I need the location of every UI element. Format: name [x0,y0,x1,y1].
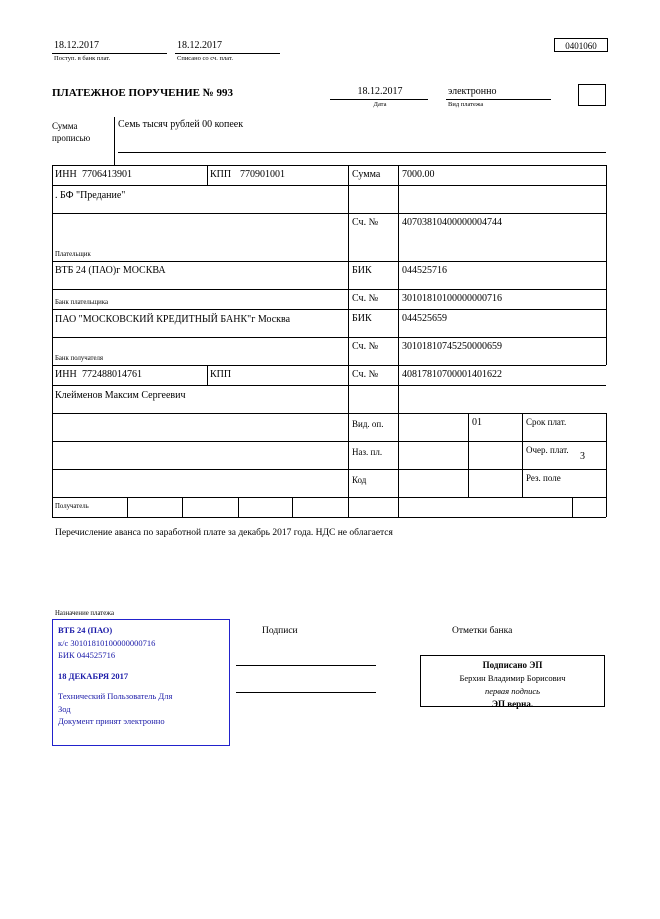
payer-bank-bik-value: 044525716 [402,265,447,276]
ep-title: Подписано ЭП [482,660,543,670]
grid-line [292,497,293,517]
bank-marks-label: Отметки банка [452,626,513,636]
grid-line [606,165,607,365]
grid-line [182,497,183,517]
payer-name: . БФ "Предание" [55,190,126,201]
document-date-value: 18.12.2017 [330,86,428,100]
grid-line [52,497,606,498]
grid-line [606,497,607,517]
payment-type-field [446,86,551,108]
stamp-accepted-note: Документ принят электронно [58,716,165,726]
payee-name: Клейменов Максим Сергеевич [55,390,186,401]
ocher-plat-label: Очер. плат. [526,445,569,455]
ep-valid-note: ЭП верна. [491,699,534,709]
payer-bank-account-label: Сч. № [352,293,379,304]
payer-account-label: Сч. № [352,217,379,228]
payee-bank-account-value: 30101810745250000659 [402,341,502,352]
grid-line [522,413,523,497]
grid-line [207,165,208,185]
grid-line [52,261,606,262]
stamp-spacer-2 [58,682,224,690]
payer-kpp-value: 770901001 [240,169,285,180]
document-date-field [330,86,428,108]
vid-op-label: Вид. оп. [352,419,384,429]
grid-line [52,165,53,517]
payee-kpp-label: КПП [210,369,232,380]
grid-line [52,385,606,386]
payment-purpose-caption: Назначение платежа [55,610,114,617]
signatures-label: Подписи [262,626,298,636]
stamp-corr-account: к/с 30101810100000000716 [58,637,156,648]
signature-line-2 [236,692,376,693]
grid-line [52,309,606,310]
stamp-date: 18 ДЕКАБРЯ 2017 [58,670,129,681]
rez-pole-label: Рез. поле [526,473,561,483]
grid-line [398,165,399,517]
stamp-operator-line2: Зод [58,703,71,714]
received-by-bank-date-caption: Поступ. в банк плат. [54,55,111,62]
stamp-spacer-1 [58,662,224,670]
sum-in-words-label-line1: Сумма [52,121,78,131]
ep-signature-order: первая подпись [484,686,541,696]
grid-line [348,165,349,517]
ep-signer-name: Берхин Владимир Борисович [459,673,566,683]
payer-kpp-label: КПП [210,169,232,180]
payee-account-label: Сч. № [352,369,379,380]
payer-bank-name: ВТБ 24 (ПАО)г МОСКВА [55,265,166,276]
payee-bank-caption: Банк получателя [55,355,104,362]
grid-line [207,365,208,385]
payee-inn-label: ИНН [55,369,77,380]
stamp-bik: БИК 044525716 [58,650,116,660]
grid-line [52,213,606,214]
payee-bank-bik-label: БИК [352,313,372,324]
payer-bank-bik-label: БИК [352,265,372,276]
grid-line [52,165,606,166]
grid-line [606,413,607,497]
grid-line [468,413,469,497]
sum-in-words-underline [118,152,606,153]
sum-in-words-divider [114,117,115,165]
grid-line [52,289,606,290]
sum-in-words-label [52,120,90,144]
grid-line [52,337,606,338]
payee-bank-name: ПАО "МОСКОВСКИЙ КРЕДИТНЫЙ БАНК"г Москва [55,314,291,325]
document-date-caption: Дата [373,101,387,108]
debited-date-field [175,40,280,62]
payee-bank-bik-value: 044525659 [402,313,447,324]
sum-in-words-label-line2: прописью [52,133,91,143]
payer-inn-value: 7706413901 [82,169,132,180]
stamp-bank-name: ВТБ 24 (ПАО) [58,625,113,635]
grid-line [238,497,239,517]
kod-label: Код [352,475,367,485]
grid-line [52,517,606,518]
sum-label: Сумма [352,169,381,180]
payer-caption: Плательщик [55,251,91,258]
bank-electronic-stamp [52,619,230,746]
grid-line [127,497,128,517]
grid-line [52,365,606,366]
payment-type-value: электронно [446,86,551,100]
page-title: ПЛАТЕЖНОЕ ПОРУЧЕНИЕ № 993 [52,87,234,99]
ocher-plat-value: 3 [580,451,585,462]
received-by-bank-date-value: 18.12.2017 [52,40,167,54]
payer-inn-label: ИНН [55,169,77,180]
vid-op-value: 01 [472,417,482,428]
naz-pl-label: Наз. пл. [352,447,383,457]
debited-date-caption: Списано со сч. плат. [177,55,233,62]
electronic-signature-box [420,655,605,707]
debited-date-value: 18.12.2017 [175,40,280,54]
srok-plat-label: Срок плат. [526,417,567,427]
payer-account-value: 40703810400000004744 [402,217,502,228]
payment-type-caption: Вид платежа [448,101,484,108]
grid-line [572,497,573,517]
payer-bank-caption: Банк плательщика [55,299,108,306]
signature-line-1 [236,665,376,666]
payer-bank-account-value: 30101810100000000716 [402,293,502,304]
payee-caption: Получатель [55,503,89,510]
sum-value: 7000.00 [402,169,435,180]
sum-in-words-value: Семь тысяч рублей 00 копеек [118,119,244,130]
stamp-operator-line1: Технический Пользователь Для [58,691,173,701]
received-by-bank-date-field [52,40,167,62]
payee-bank-account-label: Сч. № [352,341,379,352]
payee-inn-value: 772488014761 [82,369,142,380]
grid-line [52,185,606,186]
payee-account-value: 40817810700001401622 [402,369,502,380]
form-code-box: 0401060 [554,38,608,52]
payment-purpose-text: Перечисление аванса по заработной плате за декабрь 2017 года. НДС не облагается [55,528,393,538]
payment-type-code-box [578,84,606,106]
